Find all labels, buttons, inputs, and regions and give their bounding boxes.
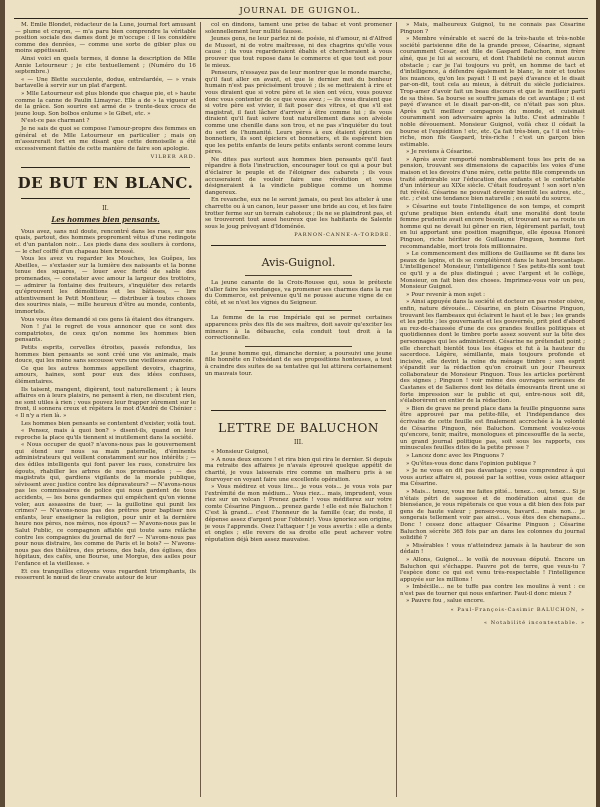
paragraph: « Pensez, mais à quoi bon? » disent-ils, quand on leur reproche la place qu'ils tiennent si inutilement dans la société. (15, 428, 196, 441)
paragraph: Vous les avez vu regarder les Mouches, les Guêpes, les Abeilles, — s'extasier sur la lumière des naissants et la bonne tenue des squares, — louer avec fierté de sable des promenades, — constater avec amour la largeur des trottoirs, — admirer la fontaine des fruiteurs, s'inquiéter des retards qu'éprouvent les démolitions et les bâtisses, — lire attentivement le Petit Moniteur, — distribuer à toutes choses des sourires niais, — mille heureux d'être au monde, contents, immortels. (15, 256, 196, 315)
paragraph: » Le commencement des millions de Guillaume se fit dans les peaux de lapins, et ils se complétèrent dans le haut brocantage. L'intelligence! Monsieur, l'intelligence ! Ses petits-fils sont tout ce qu'il y a de plus distingué ; avec l'argent et le collège, Monsieur, on fait bien des choses. Imprimez-vous voir un peu, Monsieur Guignol. (400, 251, 585, 291)
notice: Le jeune homme qui, dimanche dernier, a poursuivi une jeune fille honnête en l'obsédant de ses propositions honteuses, a tout à craindre des suites de sa tentative qui lui attirera certainement un mauvais tour. (205, 350, 392, 377)
signature: « Notabilité incontestable. » (484, 619, 585, 626)
paragraph: Ne dites pas surtout aux hommes bien pensants qu'il faut répandre à flots l'instruction, encourager tout ce qui a pour but d'éclairer le peuple et de l'éloigner des cabarets ; ils vous accuseraient de vouloir faire une révolution et vous désigneraient à la vindicte publique comme un homme dangereux. (205, 156, 392, 196)
column-1 (15, 22, 196, 801)
section-subtitle: Les hommes bien pensants. (51, 214, 160, 224)
paragraph: Non ! j'ai le regret de vous annoncer que ce sont des compatriotes, de ceux qu'on nomme les hommes bien pensants. (15, 324, 196, 344)
section-rule (245, 275, 352, 276)
paragraph: » Misérables ! vous n'atteindrez jamais à la hauteur de son dédain ! (400, 542, 585, 556)
binding-edge (0, 0, 5, 807)
section-title: LETTRE DE BALUCHON (218, 421, 379, 436)
paragraph: M. Emile Blondet, rédacteur de la Lune, journal fort amusant — plume et crayon, — m'a paru bien comprendre la véritable position sociale des dames dont je m'occupe : il les considère comme des denrées, — comme une sorte de gibier plus ou moins appétissant. (15, 22, 196, 55)
paragraph: » Mlle Letourneur est plus blonde que chaque pie, et » haute comme la canne de Paulin Limayrac. Elle a de » la vigueur et de la grâce. Son sourire est armé de » trente-deux crocs de jeune loup. Son bolbos enlume » le Gibet, etc. » (15, 90, 196, 117)
paragraph: Penseurs, n'essayez pas de leur montrer que le monde marche, qu'il faut aller en avant, et que le dernier mot du bonheur humain n'est pas précisément trouvé ; ils se mettraient à rire et vous diraient que si votre père et le sien ont vécu, vous pouvez donc vous contenter de ce que vous avez ; — ils vous diraient que si votre père est vivier, il fait poser des vitres, et que s'il est magistrat, il faut lâcher d'arriver à être comme lui ; ils vous diraient qu'il faut suivre tout naturellement dans son alvéole comme une chenille dans son trou, et ne pas s'inquiéter du tout du sort de l'humanité. Leurs pères à eux étaient épiciers ou bonnetiers, ils sont épiciers et bonnetiers, et ils espèrent bien que les petits enfants de leurs petits enfants seront comme leurs pères. (205, 70, 392, 156)
paragraph: » Imbécille... ne te tuffe pas contre les moulins à vent : ce n'est pas de tourner qui nous enfariner. Faut-il donc mieux ? (400, 584, 585, 597)
paragraph: « Nous occuper de quoi? n'avons-nous pas le gouvernement qui étend sur nous sa main paternelle, d'éminents administrateurs qui veillent constamment sur nos intérêts ; — des édiles intelligents qui font paver les rues, construire les égouts, rhabiller les arbres de nos promenades ; — des magistrats qui, gardiens vigilants de la morale publique, sévissent avec justice contre les dépravateurs? — N'avons-nous pas les commissaires de police qui nous gardent de tous accidents, — les bons gendarmes qui empêchent qu'on vienne voler, aux assassins de tuer, — la guillotine qui punit les crimes? — N'avons-nous pas des prêtres pour baptiser nos enfants, leur enseigner la religion, pour unir et la dernière heure nos pères, nos mères, nos époux? — N'avons-nous pas le Salut Public, ce compagnon affable qui toute sans relâche contre les compagnies du journal de fer? — N'avons-nous pas pour nous distraire, les comme de Paris et le bois? — N'avons-nous pas des théâtres, des prisons, des bals, des églises, des hôpitaux, des cafés, une Bourse, une Morgue, des asiles pour l'enfance et la vieillesse. » (15, 442, 196, 567)
column-separator (200, 22, 201, 797)
notice: La jeune canante de la Croix-Rousse qui, sous le prétexte d'aller faire les vendanges, va promener ses charmes dans la rue du Commerce, est prévenue qu'il ne pousse aucune vigne de ce côté, et se n'est les vignes du Seigneur. (205, 280, 392, 306)
section-number: III. (293, 439, 304, 447)
section-title: Avis-Guignol. (261, 256, 336, 269)
paragraph: Je ne sais de quoi se compose l'amour-propre des femmes en général et de Mlle Letourneur en particulier ; mais on m'assurerait fort en me disant que cette demoiselle a été excessivement flattée de cette manière de faire son apologie. (15, 125, 196, 152)
signature: PARNON-CANNE-A-TORDRE. (294, 232, 392, 239)
signature: « Paul-François-Casimir BALUCHON, » (450, 607, 585, 614)
section-rule (21, 167, 190, 168)
paragraph: » Je reviens à Césarine. (406, 149, 474, 156)
signature: VILBER ARD. (150, 154, 196, 161)
column-separator (396, 22, 397, 797)
paragraph: Ainsi voici en quels termes, il donne la description de Mlle Annie Letourneur ; je cite textuellement ; (Numéro du 16 septembre.) (15, 55, 196, 76)
paragraph: » Pauvre fou , salue encore. (406, 598, 485, 605)
paragraph: » Je ne vous en dit pas davantage ; vous comprendrez à qui vous auriez affaire si, poussé par la sottise, vous osiez attaquer ma Césarine. (400, 468, 585, 488)
spacer (205, 378, 392, 404)
column-3 (400, 22, 585, 801)
paragraph: « Monsieur Guignol, (211, 449, 269, 456)
paragraph: » Césarine eut toute l'intelligence de son temps, et comprit qu'une pratique bien entendu était une moralité dont toute femme prudente avait encore besoin, et trouvant sur sa route un homme qui ne devait lui gêner en rien, légèrement parfait, tout en lui apportant une position magnifique, elle épousa Honoré Pinguon, riche héritier de Guillaume Pinguon, homme fort recommandable, mort trois fois millionnaire. (400, 204, 585, 250)
paragraph: » Lancez donc avec les Pinguons ? (406, 453, 504, 459)
paragraph: » Allons, Guignol... le voilà de nouveau député. Encore un Baluchon qui s'échappe. Pauvre pot de terre, que veux-tu ? l'espèce donc ce qui est venu très-respectable ! l'intelligence appuyée sur les millions ! (400, 556, 585, 583)
paragraph: Ce que les autres hommes appellent devoirs, chagrins, amours, haines, sont pour eux des idées confuses, élémentaires. (15, 365, 196, 385)
section-rule (211, 410, 386, 411)
paragraph: Petits esprits, cervelles étroites, passés refondus, les hommes bien pensants se sont créé une vie animale, mais douce, qui les mène sans secousse vers une vieillesse avancée. (15, 344, 196, 365)
paragraph: » Ainsi appuyée dans la société et docteur en pas rester oisive, enfin, nature dévouée... Césarine, en plein Césarine Pinguon, trouvant les flambeaux qui éclairent le haut et le bas ; les grands et les petits ; les gouvernants et les gouvernés, prit pied d'abord au rez-de-chaussée d'une de ces grandes feuilles politiques et quotidiennes dont le timbre porte assez souvent sur la tête des personnages qui les administrent. Césarine ne prétendait point ; elle cherchait bientôt tous les étages et fut à la hauteur du sacerdoce. Légère, sémillante, mais toujours profonde et incisive, elle devint la reine du ménage timbre ; son esprit s'épandit sur la rédaction qu'on croirait un jour l'heureux collaborateur de Monsieur Pinguon. Tous les articles portèrent des signes ; Pinguon ! voir même des ouvrages serieuses de Castanes et de Salieres dont les détails émouvants firent une si forte impression sur le public et qui, entre-nous soit dit, s'élaborèrent en entier de la rédaction. (400, 299, 585, 405)
header-rule (14, 18, 588, 19)
paragraph: « — Une Blette succulente, dodue, entrelardée, — » vrais bartavelle à servir sur un plat d'argent. (15, 76, 196, 90)
page-edge (596, 0, 600, 807)
paragraph: Ils taisent, mangent, digèrent, tout naturellement ; à leurs affaires en à leurs plaisirs, ne pensent à rien, ne discutent rien, ne sont utiles à rien ; vous pouvez leur frapper sûrement sur le front, il sonnera creux et répètera le mot d'André de Chénier : « Il n'y a rien là. » (15, 386, 196, 419)
section-rule (21, 198, 190, 199)
paragraph: » Vous médirez et vous lire... je vous vois... je vous vois par l'extrémité de mon médium... Vous riez... mais, imprudent, vous riez sur un volcan ! Prenez garde ! vous méditerez sur votre comte Césarine Pinguon... prenez garde ! elle est née Baluchon ! C'est là grand... c'est l'honneur de la famille (car, du reste, il dépense assez d'argent pour l'obtenir). Vous ignoriez son origine, je vous l'apprends. Osez l'attaquer ! je vous avertis : elle a dents et ongles ; elle revers de sa droite elle peut achever votre réputation déjà bien assez mauvaise. (205, 484, 392, 543)
paragraph: » Bien de grave ne prend place dans la feuille pinguonne sans être approuvé par ma petite-fille, et l'indépendance des écrivains de cette feuille est finalement accrochée à la volonté de Césarine Pinguon, née Baluchon. Comment voulez-vous qu'encore, tenir, maître, monologues et pincesouffle de la secte, un grand journal politique pas, soit sous les rapports, ces minuscules feuilles dites de la petite presse ? (400, 405, 585, 452)
column-2 (205, 22, 392, 801)
paragraph: Vous avez, sans nul doute, rencontré dans les rues, sur nos quais, partout, des hommes proprement vêtus d'une redingote et d'un pantalon noir... Les pieds dans des souliers à cordons, — le chef coiffé d'un chapeau bien brossé. (15, 228, 196, 255)
paragraph: Jeunes gens, ne leur parlez ni de poésie, ni d'amour, ni d'Alfred de Musset, ni de votre maîtresse, ni des chagrins qu'elle vous cause ; ils vous regarderaient ébahis et chercheraient à vous prouver que tout repose dans le commerce et que tout est pour le mieux. (205, 36, 392, 69)
paragraph: col en dindons, tament une prise de tabac et vont promener solennellement leur nullité fausse. (205, 22, 392, 35)
running-header: JOURNAL DE GUIGNOL. (239, 6, 361, 15)
section-number: II. (102, 204, 109, 212)
paragraph: Les hommes bien pensants se contentent d'exister, voilà tout. (21, 420, 196, 427)
paragraph: Et ces tranquilles citoyens vous regardent triomphants, ils resserrent le nœud de leur cravate autour de leur (15, 568, 196, 582)
paragraph: N'est-ce pas charmant ? (21, 118, 90, 125)
paragraph: En revanche, eux ne le seront jamais, ou peut les atteler à une charrette ou à un canon, leur passer une bride au cou, et les faire trotter ferme sur un terrain cahoteux ; ils ne se plaindront pas, et se trouveront tout aussi heureux que les habitants de Salente sous le joug prévoyant d'Idoménée. (205, 197, 392, 230)
section-rule (245, 310, 352, 311)
section-rule (245, 346, 352, 347)
paragraph: » Qu'êtes-vous donc dans l'opinion publique ? (406, 460, 536, 467)
paragraph: » A nous deux encore ! et rira bien qui rira le dernier. Si depuis ma retraite des affaires je n'avais éprouvé quelque appétit de charité, je vous laisserais rire comme un malheru pris à se fourvoyer en voyant faire une excellente opération. (205, 456, 392, 483)
paragraph: Vous vous êtes demandé si ces gens là étaient des étrangers. (21, 316, 195, 323)
paragraph: » Après avoir remporté nombrablement tous les prix de sa pension, trouvant ses dimensions de capacités les voies d'une maison et les devoirs d'une mère, cette petite fille comprends un traité admirable sur l'éducation des enfants et le confortable d'un intérieur au XIXe siècle. C'était foudroyant ! son sort n'en fut révélé. Césarine ne pouvait devenir bientôt les autres, etc., etc. ; c'est une tendance bien naturelle ; en sauté du source. (400, 156, 585, 203)
paragraph: » Mais, malheureux Guignol, tu ne connais pas Césarine Pinguon ? (400, 22, 585, 35)
paragraph: » Mais... tenez, vous me faites pitié... tenez... oui, tenez... Si je n'étais pétri de sagesse et de modération ainsi que de bienséance, je vous répèterais ce que vous a dit bien des fois par gens de haute valeur ; pensez-vous, bavard... mais non... je songerais tellement voir pas ainsi... vous êtes des chenapans... Donc ! cessez donc attaquer Césarine Pinguon ; Césarine Baluchon sécrète 365 fois par an dans les colonnes du journal solidifié ? (400, 488, 585, 542)
paragraph: » Membre vénérable et sacré de la très-haute et très-noble société parisienne dite de la grande presse, Césarine, signant couramment Cesar, est fille de Gaspard Baluchon, mon frère aîné, que je lui ai secouru, et dont l'habileté ne connut aucun obstacle ; car je l'ai toujours vu prêt, en homme de tact et d'intelligence, à défendre également le blanc, le noir et toutes les nuances, qu'on les payait ! Il est payé d'avance et le disait par-on-dit, tout cela au mieux, à détruit du siècle judiciaires. Trop-amer d'avoir fait un beau discours et que le meilleur parti de sa thèse. Sa bourse se souffre jamais de cet avantage ; il est payé d'avance et le disait par-on-dit, ce n'était pas son plus. Après qu'il meilleur compagnon du monde, et cuisinait couramment son adversaire après la lutte. C'est admirable ! noble dévouement. Monsieur Guignol, voilà chez il cédait la bourse et l'expédition ! etc, etc. Ça fait très-bien, ça ! il est très-riche, mon fils Gaspard, très-riche ! c'est un garçon bien estimable. (400, 36, 585, 148)
section-title: DE BUT EN BLANC. (17, 173, 194, 192)
section-rule (211, 245, 386, 246)
paragraph: » Pour revenir à mon sujet : (406, 291, 486, 298)
notice: La femme de la rue Impériale qui se permet certaines apparences près des fils de ses maîtres, doit savoir qu'exciter les mineurs à la débauche, cela conduit tout droit à la correctionnelle. (205, 315, 392, 342)
